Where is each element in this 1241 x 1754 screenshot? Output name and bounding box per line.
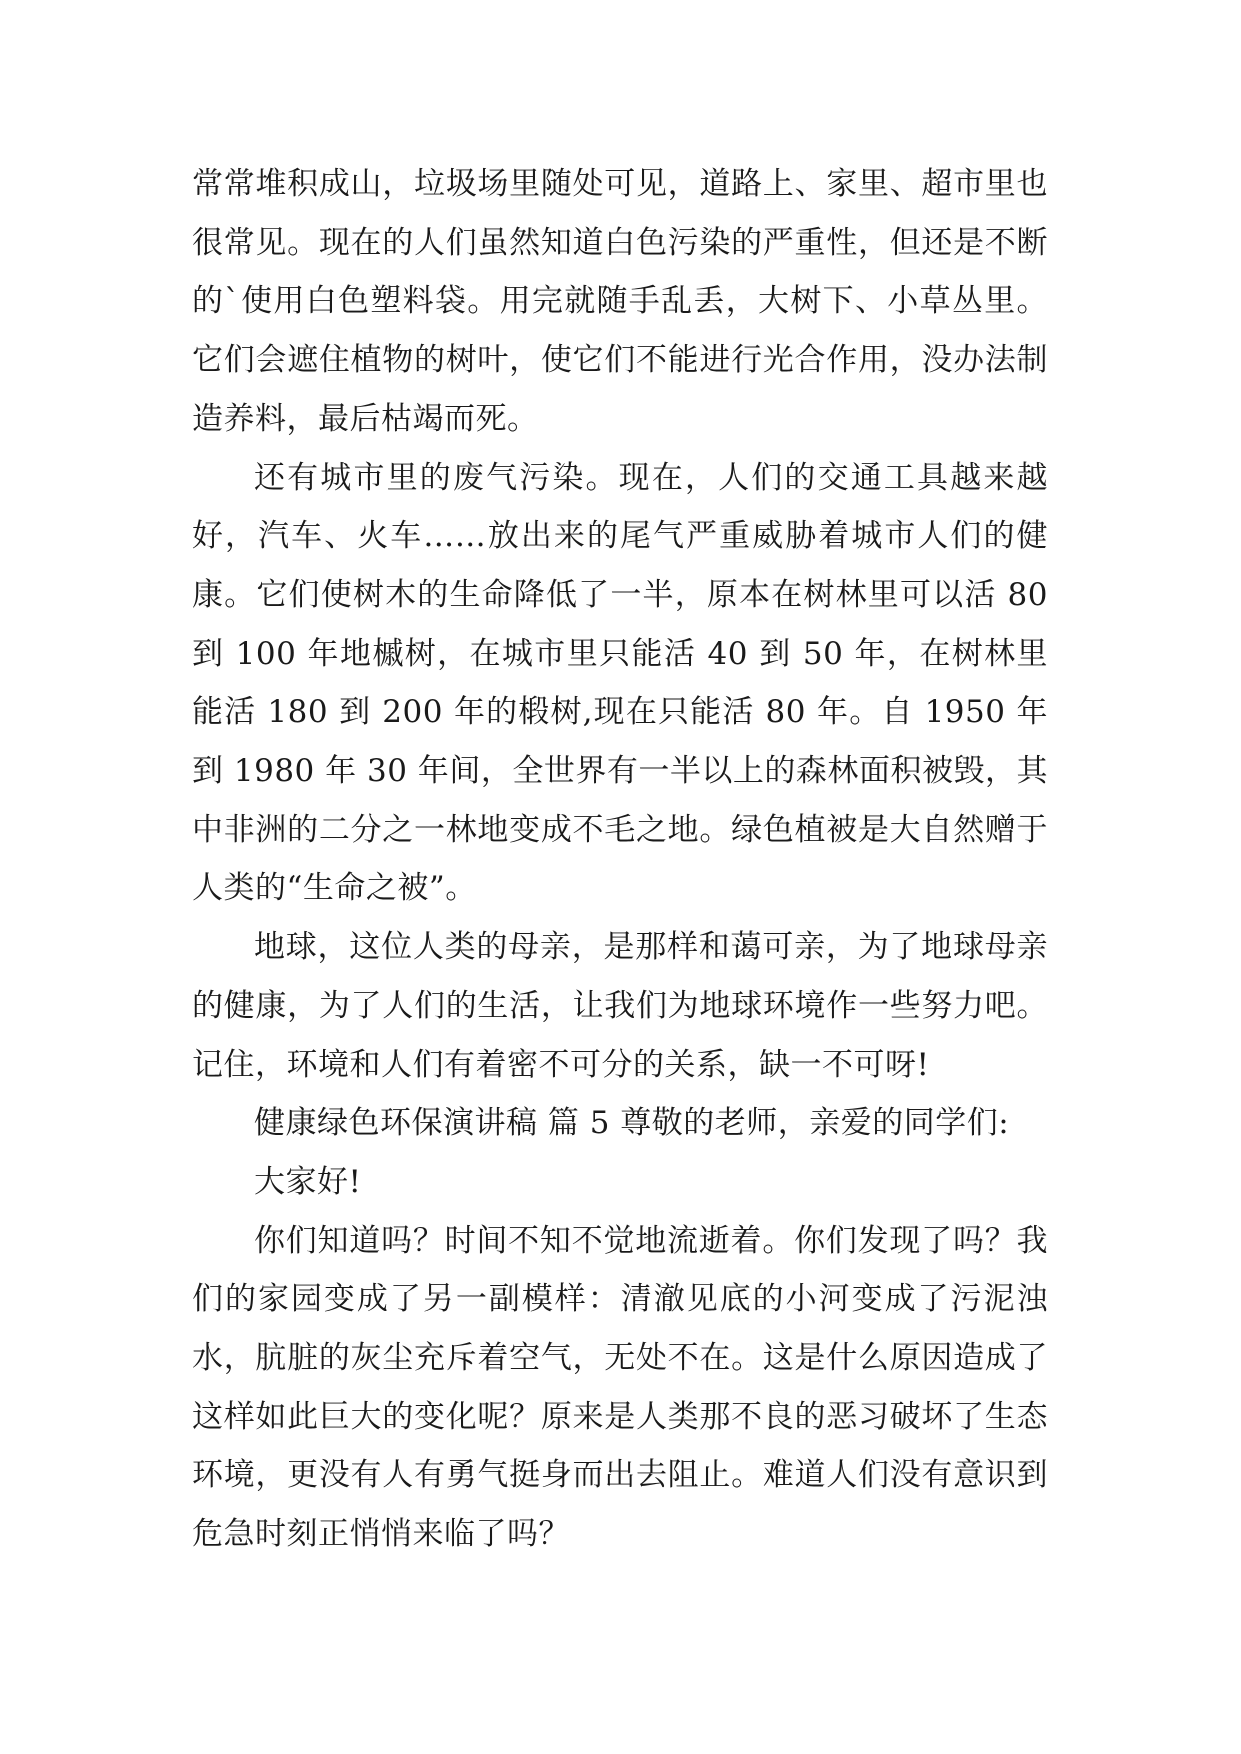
document-body <box>192 155 1048 1564</box>
speech-heading: 健康绿色环保演讲稿 篇 5 尊敬的老师，亲爱的同学们: <box>254 1105 1010 1142</box>
paragraph-homeland-change: 你们知道吗？时间不知不觉地流逝着。你们发现了吗？我们的家园变成了另一副模样：清澈见底的小河变成了污泥浊水，肮脏的灰尘充斥着空气，无处不在。这是什么原因造成了这样如此巨大的变化呢？原来是人类那不良的恶习破坏了生态环境，更没有人有勇气挺身而出去阻止。难道人们没有意识到危急时刻正悄悄来临了吗？ <box>192 1222 1048 1553</box>
greeting: 大家好! <box>254 1163 362 1200</box>
paragraph-earth-mother: 地球，这位人类的母亲，是那样和蔼可亲，为了地球母亲的健康，为了人们的生活，让我们为地球环境作一些努力吧。记住，环境和人们有着密不可分的关系，缺一不可呀! <box>192 929 1048 1083</box>
paragraph-exhaust-pollution: 还有城市里的废气污染。现在，人们的交通工具越来越好，汽车、火车……放出来的尾气严重威胁着城市人们的健康。它们使树木的生命降低了一半，原本在树林里可以活 80 到 100 年地槭树，在城市里只能活 40 到 50 年，在树林里能活 180 到 200 年的椴树,现在只能活 80 年。自 1950 年到 1980 年 30 年间，全世界有一半以上的森林面积被毁，其中非洲的二分之一林地变成不毛之地。绿色植被是大自然赠于人类的“生命之被”。 <box>192 459 1048 907</box>
paragraph-white-pollution: 常常堆积成山，垃圾场里随处可见，道路上、家里、超市里也很常见。现在的人们虽然知道白色污染的严重性，但还是不断的`使用白色塑料袋。用完就随手乱丢，大树下、小草丛里。它们会遮住植物的树叶，使它们不能进行光合作用，没办法制造养料，最后枯竭而死。 <box>192 166 1048 437</box>
